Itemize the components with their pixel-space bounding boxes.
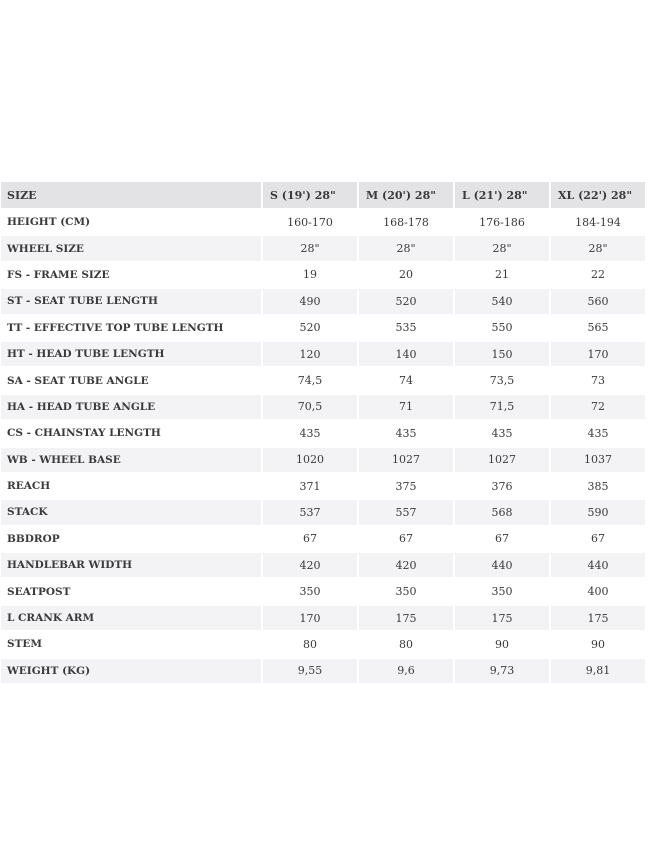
cell-value: 1037	[551, 448, 647, 474]
header-size-xl: XL (22') 28"	[551, 182, 647, 210]
cell-value: 175	[359, 606, 455, 632]
row-label: STEM	[1, 632, 263, 658]
row-label: HA - HEAD TUBE ANGLE	[1, 395, 263, 421]
cell-value: 490	[263, 289, 359, 315]
cell-value: 9,6	[359, 659, 455, 685]
cell-value: 550	[455, 316, 551, 342]
table-row	[1, 474, 647, 500]
table-row	[1, 263, 647, 289]
table-row	[1, 368, 647, 394]
cell-value: 28"	[551, 236, 647, 262]
row-label: WHEEL SIZE	[1, 236, 263, 262]
cell-value: 568	[455, 500, 551, 526]
row-label: HEIGHT (CM)	[1, 210, 263, 236]
cell-value: 435	[359, 421, 455, 447]
cell-value: 565	[551, 316, 647, 342]
cell-value: 19	[263, 263, 359, 289]
table-header-row	[1, 182, 647, 210]
cell-value: 67	[551, 527, 647, 553]
table-row	[1, 316, 647, 342]
cell-value: 560	[551, 289, 647, 315]
cell-value: 168-178	[359, 210, 455, 236]
cell-value: 350	[455, 579, 551, 605]
table-row	[1, 579, 647, 605]
cell-value: 520	[263, 316, 359, 342]
row-label: WB - WHEEL BASE	[1, 448, 263, 474]
cell-value: 22	[551, 263, 647, 289]
table-row	[1, 553, 647, 579]
cell-value: 150	[455, 342, 551, 368]
header-size-label: SIZE	[1, 182, 263, 210]
cell-value: 537	[263, 500, 359, 526]
cell-value: 440	[551, 553, 647, 579]
cell-value: 28"	[263, 236, 359, 262]
cell-value: 80	[263, 632, 359, 658]
table-row	[1, 659, 647, 685]
row-label: STACK	[1, 500, 263, 526]
header-size-l: L (21') 28"	[455, 182, 551, 210]
cell-value: 9,55	[263, 659, 359, 685]
row-label: REACH	[1, 474, 263, 500]
cell-value: 176-186	[455, 210, 551, 236]
cell-value: 420	[359, 553, 455, 579]
cell-value: 160-170	[263, 210, 359, 236]
cell-value: 590	[551, 500, 647, 526]
cell-value: 67	[455, 527, 551, 553]
cell-value: 28"	[359, 236, 455, 262]
cell-value: 170	[263, 606, 359, 632]
cell-value: 184-194	[551, 210, 647, 236]
cell-value: 72	[551, 395, 647, 421]
row-label: TT - EFFECTIVE TOP TUBE LENGTH	[1, 316, 263, 342]
row-label: SA - SEAT TUBE ANGLE	[1, 368, 263, 394]
cell-value: 73,5	[455, 368, 551, 394]
cell-value: 540	[455, 289, 551, 315]
cell-value: 175	[455, 606, 551, 632]
cell-value: 435	[455, 421, 551, 447]
cell-value: 73	[551, 368, 647, 394]
cell-value: 435	[551, 421, 647, 447]
cell-value: 175	[551, 606, 647, 632]
cell-value: 9,73	[455, 659, 551, 685]
cell-value: 71,5	[455, 395, 551, 421]
cell-value: 20	[359, 263, 455, 289]
cell-value: 1027	[455, 448, 551, 474]
geometry-table	[1, 182, 647, 685]
table-row	[1, 527, 647, 553]
row-label: SEATPOST	[1, 579, 263, 605]
cell-value: 1027	[359, 448, 455, 474]
cell-value: 71	[359, 395, 455, 421]
cell-value: 67	[359, 527, 455, 553]
cell-value: 74	[359, 368, 455, 394]
cell-value: 120	[263, 342, 359, 368]
cell-value: 70,5	[263, 395, 359, 421]
row-label: HANDLEBAR WIDTH	[1, 553, 263, 579]
cell-value: 28"	[455, 236, 551, 262]
cell-value: 140	[359, 342, 455, 368]
row-label: BBDROP	[1, 527, 263, 553]
table-body	[1, 210, 647, 685]
table-row	[1, 395, 647, 421]
table-row	[1, 448, 647, 474]
row-label: WEIGHT (KG)	[1, 659, 263, 685]
cell-value: 1020	[263, 448, 359, 474]
cell-value: 80	[359, 632, 455, 658]
cell-value: 350	[263, 579, 359, 605]
cell-value: 376	[455, 474, 551, 500]
table-row	[1, 632, 647, 658]
table-row	[1, 342, 647, 368]
cell-value: 74,5	[263, 368, 359, 394]
cell-value: 350	[359, 579, 455, 605]
cell-value: 9,81	[551, 659, 647, 685]
cell-value: 90	[455, 632, 551, 658]
cell-value: 170	[551, 342, 647, 368]
cell-value: 375	[359, 474, 455, 500]
header-size-s: S (19') 28"	[263, 182, 359, 210]
table-row	[1, 236, 647, 262]
cell-value: 535	[359, 316, 455, 342]
table-row	[1, 289, 647, 315]
row-label: HT - HEAD TUBE LENGTH	[1, 342, 263, 368]
row-label: FS - FRAME SIZE	[1, 263, 263, 289]
cell-value: 435	[263, 421, 359, 447]
cell-value: 67	[263, 527, 359, 553]
cell-value: 90	[551, 632, 647, 658]
table-row	[1, 421, 647, 447]
cell-value: 400	[551, 579, 647, 605]
cell-value: 21	[455, 263, 551, 289]
row-label: CS - CHAINSTAY LENGTH	[1, 421, 263, 447]
header-size-m: M (20') 28"	[359, 182, 455, 210]
table-row	[1, 210, 647, 236]
cell-value: 371	[263, 474, 359, 500]
cell-value: 420	[263, 553, 359, 579]
table-row	[1, 606, 647, 632]
table-row	[1, 500, 647, 526]
row-label: ST - SEAT TUBE LENGTH	[1, 289, 263, 315]
row-label: L CRANK ARM	[1, 606, 263, 632]
cell-value: 440	[455, 553, 551, 579]
cell-value: 385	[551, 474, 647, 500]
cell-value: 557	[359, 500, 455, 526]
cell-value: 520	[359, 289, 455, 315]
